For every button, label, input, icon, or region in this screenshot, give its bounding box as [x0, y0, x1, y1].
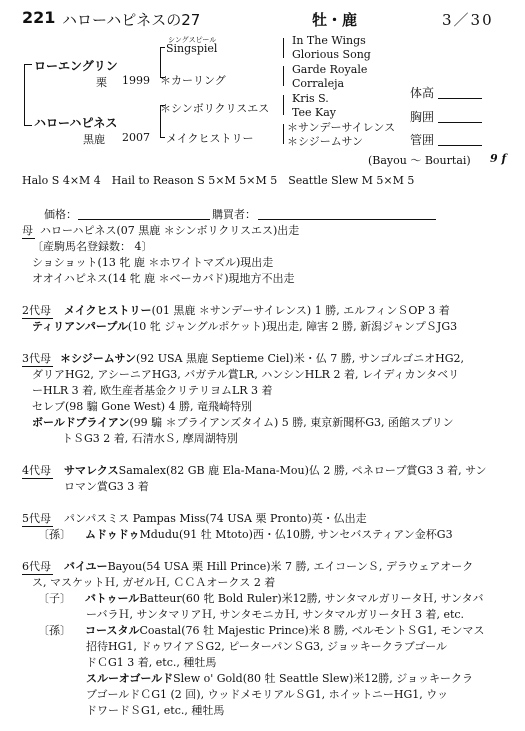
- g6-row-4c: ドワードＳG1, etc., 種牡馬: [86, 704, 225, 717]
- family-number: 9 f: [490, 152, 507, 165]
- birth-date: 3／30: [442, 11, 494, 29]
- price-field[interactable]: [78, 219, 210, 220]
- dam-line-1: ハローハピネス(07 黒鹿 ＊シンボリクリスエス)出走: [40, 224, 300, 237]
- section-g3-label: 3代母: [22, 352, 51, 365]
- sire-dam-sire: Garde Royale: [292, 63, 368, 76]
- price-label: 価格：: [44, 208, 77, 221]
- dam-name: ハローハピネス: [34, 116, 118, 130]
- dam-year: 2007: [122, 131, 150, 144]
- g6-name-1: バイユー: [64, 560, 108, 573]
- g3-row-1b: ダリアHG2, アシーニアHG3, バガテル賞LR, ハンシンHLR 2 着, レイディカンタベリ: [32, 368, 460, 381]
- g3-row-2: セレブ(98 騸 Gone West) 4 勝, 竜飛崎特別: [32, 400, 253, 413]
- dam-sire-sire: Kris S.: [292, 92, 329, 105]
- section-g4-label: 4代母: [22, 464, 51, 477]
- lot-number: 221: [22, 8, 56, 27]
- g5-row-1: パンパスミス Pampas Miss(74 USA 栗 Pronto)英・仏出走: [64, 512, 367, 525]
- dam-line-4: オオイハピネス(14 牝 鹿 ＊ベーカバド)現地方不出走: [32, 272, 295, 285]
- sire-dam: ＊カーリング: [160, 74, 226, 87]
- cannon-label: 管囲: [410, 133, 435, 147]
- g3-row-3b: トＳG3 2 着, 石清水Ｓ, 摩周湖特別: [62, 432, 238, 445]
- g6-row-4b: ブゴールドＣG1 (2 回), ウッドメモリアルＳG1, ホイットニーHG1, ウッ: [86, 688, 449, 701]
- g2-row-1: メイクヒストリー(01 黒鹿 ＊サンデーサイレンス) 1 勝, エルフィンＳOP 3 着: [64, 304, 450, 317]
- g5-name-2: ムドゥドゥ: [85, 528, 140, 541]
- g2-name-2: ティリアンパープル: [32, 320, 128, 333]
- sire-sire-sire: In The Wings: [292, 34, 366, 47]
- sire-sire-dam: Glorious Song: [292, 48, 371, 61]
- g6-row-1: バイユーBayou(54 USA 栗 Hill Prince)米 7 勝, エイコーンＳ, デラウェアオーク: [64, 560, 474, 573]
- section-g6-label: 6代母: [22, 560, 51, 573]
- sire-color: 栗: [96, 76, 107, 89]
- buyer-label: 購買者：: [212, 208, 256, 221]
- g5-row-2: 〔孫〕 ムドゥドゥMdudu(91 牡 Mtoto)西・仏10勝, サンセバスティアン金杯G3: [38, 528, 453, 541]
- g6-grand-label: 〔孫〕: [38, 624, 71, 637]
- g6-child-label: 〔子〕: [38, 592, 71, 605]
- dam-dam-sire: ＊サンデーサイレンス: [287, 121, 396, 134]
- dam-sire: ＊シンボリクリスエス: [160, 102, 270, 115]
- sex-color: 牡・鹿: [312, 11, 358, 29]
- inbreeding-line: Halo S 4×M 4 Hail to Reason S 5×M 5×M 5 Seattle Slew M 5×M 5: [22, 174, 415, 187]
- height-field[interactable]: [438, 98, 482, 99]
- g3-name-2: セレブ: [32, 400, 65, 413]
- g3-name-1: ＊シジームサン: [60, 352, 136, 365]
- dam-sire-dam: Tee Kay: [292, 106, 336, 119]
- dam-dam-dam: ＊シジームサン: [287, 135, 363, 148]
- g2-name-1: メイクヒストリー: [64, 304, 152, 317]
- bracket-root: [24, 64, 25, 126]
- family-note: (Bayou ～ Bourtai): [368, 154, 471, 167]
- g2-row-2: ティリアンパープル(10 牝 ジャングルポケット)現出走, 障害 2 勝, 新潟ジャンプＳJG3: [32, 320, 458, 333]
- g3-row-1c: ーHLR 3 着, 欧生産者基金クリテリヨムLR 3 着: [32, 384, 273, 397]
- section-g2-label: 2代母: [22, 304, 51, 317]
- g6-name-2: バトゥール: [85, 592, 140, 605]
- g6-name-3: コースタル: [85, 624, 140, 637]
- section-g5-label: 5代母: [22, 512, 51, 525]
- g6-row-4: スルーオゴールドSlew o' Gold(80 牡 Seattle Slew)米12勝, ジョッキークラ: [86, 672, 474, 685]
- g3-row-1: ＊シジームサン(92 USA 黒鹿 Septieme Ciel)米・仏 7 勝, サンゴルゴニオHG2,: [60, 352, 465, 365]
- height-label: 体高: [410, 86, 435, 100]
- g4-row-1: サマレクスSamalex(82 GB 鹿 Ela-Mana-Mou)仏 2 勝, ペネロープ賞G3 3 着, サン: [64, 464, 487, 477]
- g3-name-3: ボールドブライアン: [32, 416, 130, 429]
- chest-label: 胸囲: [410, 110, 435, 124]
- g4-row-1b: ロマン賞G3 3 着: [64, 480, 149, 493]
- dam-line-2: 〔産駒馬名登録数： 4〕: [32, 240, 153, 253]
- sire-sire-ruby: シングスピール: [168, 36, 217, 44]
- g6-row-2b: ーバラＨ, サンタマリアＨ, サンタモニカＨ, サンタマルガリータＨ 3 着, etc.: [86, 608, 465, 621]
- g6-row-1b: ス, マスケットＨ, ガゼルＨ, ＣＣＡオークス 2 着: [32, 576, 276, 589]
- sire-name: ローエングリン: [34, 59, 118, 73]
- g6-name-4: スルーオゴールド: [86, 672, 174, 685]
- sire-year: 1999: [122, 74, 150, 87]
- chest-field[interactable]: [438, 122, 482, 123]
- sire-dam-dam: Corraleja: [292, 77, 345, 90]
- g4-name-1: サマレクス: [64, 464, 119, 477]
- g6-row-3: 〔孫〕 コースタルCoastal(76 牡 Majestic Prince)米 8 勝, ベルモントＳG1, モンマス: [38, 624, 485, 637]
- g5-sub-label: 〔孫〕: [38, 528, 71, 541]
- dam-line-3: ショショット(13 牝 鹿 ＊ホワイトマズル)現出走: [32, 256, 274, 269]
- buyer-field[interactable]: [258, 219, 436, 220]
- g6-row-3b: 招待HG1, ドゥワイアＳG2, ピーターパンＳG3, ジョッキークラブゴール: [86, 640, 448, 653]
- g6-row-2: 〔子〕 バトゥールBatteur(60 牝 Bold Ruler)米12勝, サンタマルガリータＨ, サンタバ: [38, 592, 484, 605]
- g6-row-3c: ドＣG1 3 着, etc., 種牡馬: [86, 656, 217, 669]
- cannon-field[interactable]: [438, 145, 482, 146]
- g3-row-3: ボールドブライアン(99 騸 ＊ブライアンズタイム) 5 勝, 東京新聞杯G3, 函館スプリン: [32, 416, 454, 429]
- dam-dam: メイクヒストリー: [166, 132, 254, 145]
- section-dam-label: 母: [22, 224, 33, 237]
- dam-color: 黒鹿: [83, 133, 105, 146]
- horse-name: ハローハピネスの27: [62, 11, 201, 29]
- sire-sire: Singspiel: [166, 42, 218, 55]
